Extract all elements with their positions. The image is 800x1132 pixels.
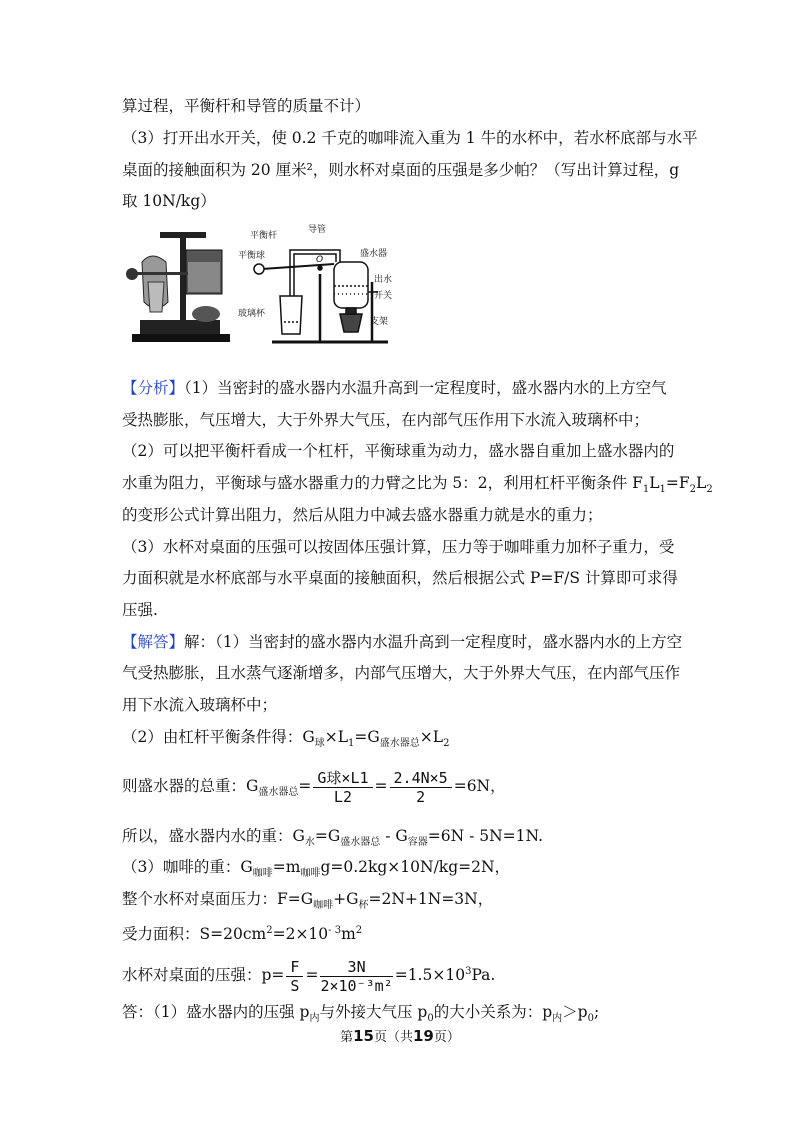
solution-line-5: 则盛水器的总重：$G_{盛水器总}=$ $\frac{\text{G球×L1}}{L2}$ = $\frac{2.4N\times 5}{2}$ =6N， bbox=[122, 768, 506, 806]
analysis-line-3: （2）可以把平衡杆看成一个杠杆，平衡球重为动力，盛水器自重加上盛水器内的 bbox=[122, 442, 675, 460]
label-guide-tube: 导管 bbox=[308, 225, 327, 235]
fraction-total-weight-values: $\frac{2.4N\times 5}{2}$ bbox=[390, 769, 452, 806]
solution-line-9: 受力面积：$S=20cm^2=2\times 10^{- 3}m^2$ bbox=[122, 925, 363, 944]
label-glass: 玻璃杯 bbox=[238, 309, 266, 319]
solution-line-7: （3）咖啡的重：$G_{咖啡}=m_{咖啡}g=0.2kg\times 10N/kg=2N$， bbox=[122, 858, 511, 880]
label-outlet: 出水 bbox=[374, 275, 393, 285]
label-balance-ball: 平衡球 bbox=[238, 251, 266, 261]
analysis-line-5: 的变形公式计算出阻力，然后从阻力中减去盛水器重力就是水的重力； bbox=[122, 506, 603, 524]
intro-line-2: （3）打开出水开关，使 0.2 千克的咖啡流入重为 1 牛的水杯中，若水杯底部与水平 bbox=[122, 129, 698, 147]
solution-line-6: 所以，盛水器内水的重：$G_水=G_{盛水器总} - G_{容器}=6N - 5N=1N$. bbox=[122, 827, 544, 849]
analysis-line-6: （3）水杯对桌面的压强可以按固体压强计算，压力等于咖啡重力加杯子重力，受 bbox=[122, 538, 675, 556]
intro-line-1: 算过程，平衡杆和导管的质量不计） bbox=[122, 97, 371, 115]
fraction-total-weight: $\frac{\text{G球×L1}}{L2}$ bbox=[313, 769, 372, 806]
analysis-line-1: 【分析】（1）当密封的盛水器内水温升高到一定程度时，盛水器内水的上方空气 bbox=[122, 379, 667, 397]
intro-line-3: 桌面的接触面积为 20 厘米²，则水杯对桌面的压强是多少帕？（写出计算过程，g bbox=[122, 161, 680, 179]
solution-line-10: 水杯对桌面的压强：p= $\frac{F}{S}$ = $\frac{3N}{\text{2×10⁻³m²}}$ $=1.5\times 10^3Pa$. bbox=[122, 957, 496, 995]
solution-tag: 【解答】 bbox=[122, 633, 185, 651]
label-pivot: O bbox=[316, 255, 324, 265]
solution-line-2: 气受热膨胀，且水蒸气逐渐增多，内部气压增大，大于外界大气压，在内部气压作 bbox=[122, 664, 681, 682]
solution-line-11: 答：（1）盛水器内的压强 $p_内$与外接大气压 $p_0$的大小关系为：$p_内>p_0$; bbox=[122, 1003, 600, 1025]
label-stand: 支架 bbox=[370, 317, 389, 327]
analysis-tag: 【分析】 bbox=[122, 379, 185, 397]
apparatus-diagram bbox=[122, 222, 393, 352]
page-total: 19 bbox=[413, 1027, 434, 1045]
siphon-photo bbox=[124, 224, 232, 348]
analysis-line-4: 水重为阻力，平衡球与盛水器重力的力臂之比为 5：2，利用杠杆平衡条件 $F_1L_1=F_2L_2$ bbox=[122, 474, 713, 496]
analysis-line-2: 受热膨胀，气压增大，大于外界大气压，在内部气压作用下水流入玻璃杯中； bbox=[122, 411, 650, 429]
solution-line-1: 【解答】解：（1）当密封的盛水器内水温升高到一定程度时，盛水器内水的上方空 bbox=[122, 633, 683, 651]
analysis-line-7: 力面积就是水杯底部与水平桌面的接触面积，然后根据公式 P=F/S 计算即可求得 bbox=[122, 569, 678, 587]
solution-line-8: 整个水杯对桌面压力：$F=G_{咖啡}+G_杯=2N+1N=3N$， bbox=[122, 890, 494, 912]
label-balance-rod: 平衡杆 bbox=[250, 231, 278, 241]
page-number: 15 bbox=[353, 1027, 374, 1045]
solution-line-4: （2）由杠杆平衡条件得：$G_球\times L_1=G_{盛水器总}\times L_2$ bbox=[122, 728, 450, 750]
label-container: 盛水器 bbox=[360, 249, 388, 259]
label-switch: 开关 bbox=[374, 291, 393, 301]
fraction-pressure-values: $\frac{3N}{\text{2×10⁻³m²}}$ bbox=[320, 957, 393, 995]
intro-line-4: 取 10N/kg） bbox=[122, 192, 216, 210]
analysis-line-8: 压强. bbox=[122, 601, 158, 619]
solution-line-3: 用下水流入玻璃杯中； bbox=[122, 696, 278, 714]
fraction-pressure-formula: $\frac{F}{S}$ bbox=[286, 958, 303, 995]
apparatus-figure bbox=[122, 222, 393, 352]
page-footer: 第15页（共19页） bbox=[340, 1027, 460, 1045]
